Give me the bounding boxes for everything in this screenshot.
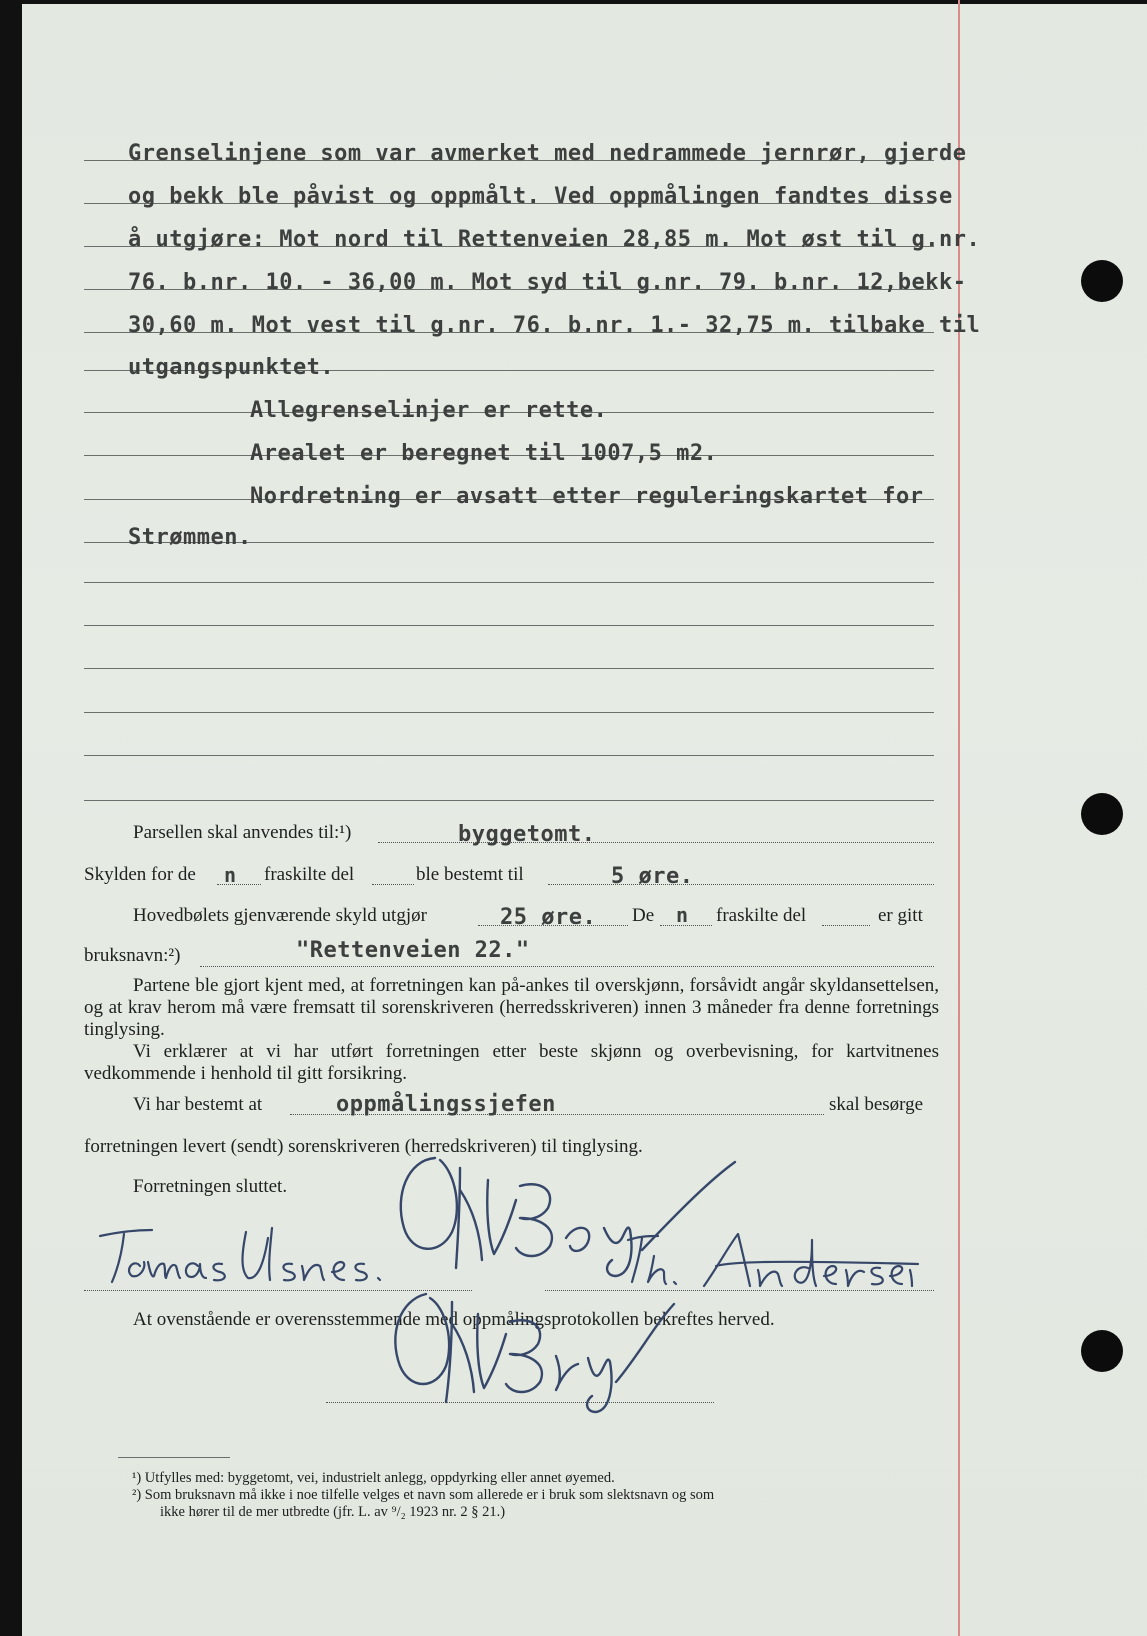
- parsell-value: byggetomt.: [458, 822, 596, 847]
- typed-line: Arealet er beregnet til 1007,5 m2.: [250, 441, 718, 466]
- footnotes: [132, 1470, 714, 1521]
- typed-line: Grenselinjene som var avmerket med nedrammede jernrør, gjerde: [128, 141, 967, 166]
- typed-line: 30,60 m. Mot vest til g.nr. 76. b.nr. 1.- 32,75 m. tilbake til: [128, 313, 981, 338]
- ruled-line: [84, 800, 934, 801]
- skyld-label: Skylden for de: [84, 864, 196, 885]
- ruled-line: [84, 712, 934, 713]
- hoved-de: De: [632, 905, 655, 926]
- sluttet-text: Forretningen sluttet.: [133, 1176, 288, 1197]
- ruled-line: [84, 755, 934, 756]
- signature-tomas-ulsnes: [94, 1222, 394, 1294]
- signature-th-andersen: [618, 1226, 923, 1292]
- footnote-1: ¹) Utfylles med: byggetomt, vei, industrielt anlegg, oppdyrking eller annet øyemed.: [132, 1470, 615, 1486]
- ruled-line: [84, 625, 934, 626]
- typed-line: Allegrenselinjer er rette.: [250, 398, 608, 423]
- skyld-value: 5 øre.: [611, 864, 694, 889]
- footnote-2-cont: ikke hører til de mer utbredte (jfr. L. av ⁹/₂ 1923 nr. 2 § 21.): [160, 1504, 506, 1520]
- ruled-line: [84, 582, 934, 583]
- fill-line: [372, 884, 414, 885]
- fill-line: [200, 966, 934, 967]
- punch-hole: [1081, 260, 1123, 302]
- skyld-n: n: [224, 863, 237, 887]
- parsell-label: Parsellen skal anvendes til:¹): [133, 822, 352, 843]
- bruksnavn-label: bruksnavn:²): [84, 945, 181, 966]
- levert-text: forretningen levert (sendt) sorenskriveren (herredskriveren) til tinglysing.: [84, 1136, 643, 1157]
- hoved-er-gitt: er gitt: [878, 905, 923, 926]
- bestemt-label: Vi har bestemt at: [133, 1094, 263, 1115]
- partene-text: Partene ble gjort kjent med, at forretningen kan på-ankes til overskjønn, forsåvidt angår skyldansettelsen, og at krav herom må være fremsatt til sorenskriveren (herredsskriveren) innen 3 måneder fra denne forretnings tinglysing.: [84, 975, 939, 1040]
- ruled-line: [84, 668, 934, 669]
- erklaerer-text: Vi erklærer at vi har utført forretningen etter beste skjønn og overbevisning, for kartvitnenes vedkommende i henhold til gitt forsikring.: [84, 1041, 939, 1084]
- skyld-fraskilte: fraskilte del: [264, 864, 355, 885]
- typed-line: Strømmen.: [128, 525, 252, 550]
- besorge-label: skal besørge: [829, 1094, 924, 1115]
- bekreftes-text: At ovenstående er overensstemmende med oppmålingsprotokollen bekreftes herved.: [133, 1309, 775, 1330]
- punch-hole: [1081, 793, 1123, 835]
- punch-hole: [1081, 1330, 1123, 1372]
- footnote-2: ²) Som bruksnavn må ikke i noe tilfelle velges et navn som allerede er i bruk som slektsnavn og som: [132, 1487, 715, 1503]
- bruksnavn-value: "Rettenveien 22.": [296, 938, 530, 963]
- typed-line: utgangspunktet.: [128, 355, 335, 380]
- hoved-fraskilte: fraskilte del: [716, 905, 807, 926]
- bestemt-value: oppmålingssjefen: [336, 1092, 556, 1117]
- fill-line: [822, 925, 870, 926]
- hoved-n: n: [676, 903, 689, 927]
- hoved-label: Hovedbølets gjenværende skyld utgjør: [133, 905, 427, 926]
- typed-line: 76. b.nr. 10. - 36,00 m. Mot syd til g.nr. 79. b.nr. 12,bekk-: [128, 270, 967, 295]
- skyld-bestemt: ble bestemt til: [416, 864, 524, 885]
- signature-berg-2: [384, 1286, 714, 1416]
- hoved-value: 25 øre.: [500, 905, 597, 930]
- typed-line: og bekk ble påvist og oppmålt. Ved oppmålingen fandtes disse: [128, 184, 953, 209]
- fill-line: [548, 884, 934, 885]
- footnote-separator: [118, 1457, 230, 1458]
- typed-line: Nordretning er avsatt etter reguleringskartet for: [250, 484, 924, 509]
- typed-line: å utgjøre: Mot nord til Rettenveien 28,85 m. Mot øst til g.nr.: [128, 227, 981, 252]
- terms-paragraph: [84, 975, 939, 1085]
